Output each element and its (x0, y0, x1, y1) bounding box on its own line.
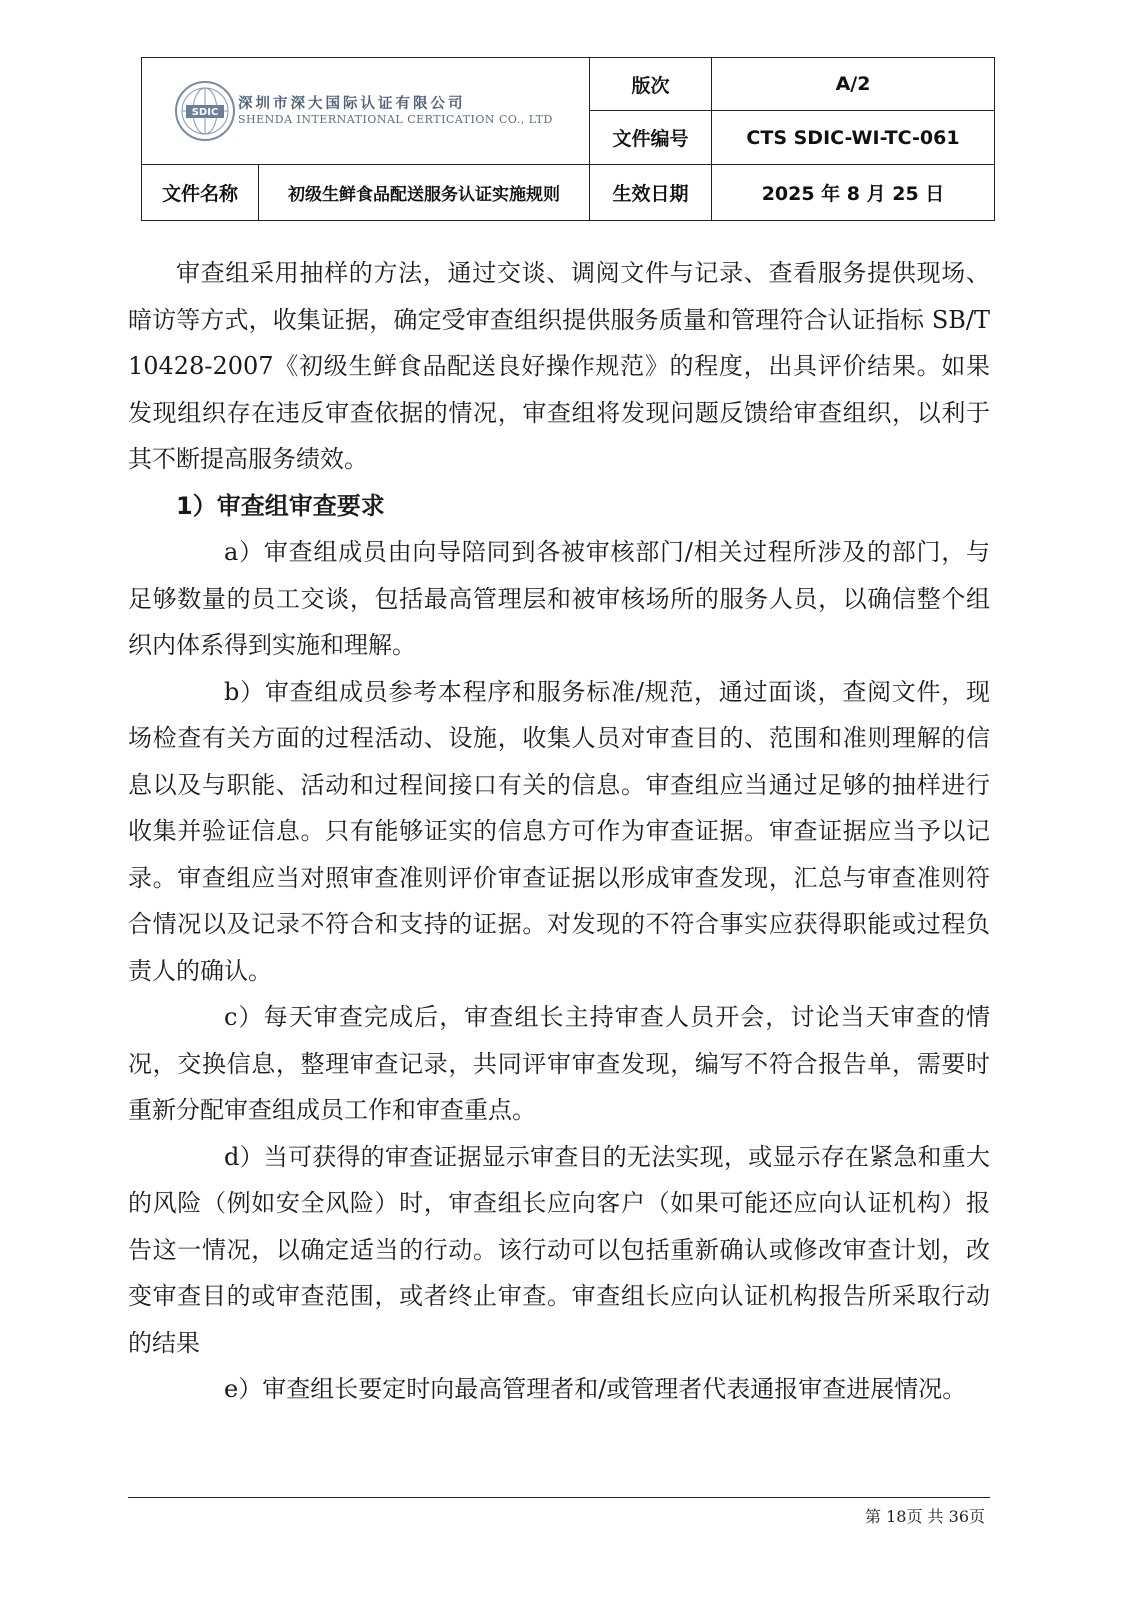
item-e-paragraph: e）审查组长要定时向最高管理者和/或管理者代表通报审查进展情况。 (224, 1375, 967, 1403)
effective-date-value: 2025 年 8 月 25 日 (712, 165, 995, 221)
effective-date-label: 生效日期 (590, 165, 712, 221)
intro-paragraph: 审查组采用抽样的方法，通过交谈、调阅文件与记录、查看服务提供现场、暗访等方式，收集证据，确定受审查组织提供服务质量和管理符合认证指标 SB/T 10428-2007《初级生鲜食品配送良好操作规范》的程度，出具评价结果。如果发现组织存在违反审查依据的情况，审查组将发现问题反馈给审查组织，以利于其不断提高服务绩效。 (128, 259, 990, 473)
doc-number-value: CTS SDIC-WI-TC-061 (712, 111, 995, 165)
item-a-paragraph: a）审查组成员由向导陪同到各被审核部门/相关过程所涉及的部门，与足够数量的员工交谈，包括最高管理层和被审核场所的服务人员，以确信整个组织内体系得到实施和理解。 (128, 538, 990, 659)
svg-text:SDIC: SDIC (191, 107, 219, 118)
document-header-table (141, 57, 995, 221)
page-number: 第 18页 共 36页 (865, 1507, 985, 1526)
version-label: 版次 (590, 58, 712, 111)
doc-number-label: 文件编号 (590, 111, 712, 165)
item-d-paragraph: d）当可获得的审查证据显示审查目的无法实现，或显示存在紧急和重大的风险（例如安全风险）时，审查组长应向客户（如果可能还应向认证机构）报告这一情况，以确定适当的行动。该行动可以包括重新确认或修改审查计划，改变审查目的或审查范围，或者终止审查。审查组长应向认证机构报告所采取行动的结果 (128, 1142, 990, 1357)
doc-name-label: 文件名称 (142, 165, 259, 221)
company-name-en: SHENDA INTERNATIONAL CERTICATION CO., LTD (238, 113, 553, 127)
company-logo-icon (174, 80, 236, 142)
company-name-cn: 深圳市深大国际认证有限公司 (238, 96, 466, 113)
footer-divider (128, 1497, 990, 1498)
company-logo-cell (142, 58, 590, 165)
doc-name-value: 初级生鲜食品配送服务认证实施规则 (259, 165, 590, 221)
item-c-paragraph: c）每天审查完成后，审查组长主持审查人员开会，讨论当天审查的情况，交换信息，整理审查记录，共同评审审查发现，编写不符合报告单，需要时重新分配审查组成员工作和审查重点。 (128, 1003, 990, 1124)
version-value: A/2 (712, 58, 995, 111)
section-heading: 1）审查组审查要求 (176, 491, 385, 520)
item-b-paragraph: b）审查组成员参考本程序和服务标准/规范，通过面谈，查阅文件，现场检查有关方面的过程活动、设施，收集人员对审查目的、范围和准则理解的信息以及与职能、活动和过程间接口有关的信息。审查组应当通过足够的抽样进行收集并验证信息。只有能够证实的信息方可作为审查证据。审查证据应当予以记录。审查组应当对照审查准则评价审查证据以形成审查发现，汇总与审查准则符合情况以及记录不符合和支持的证据。对发现的不符合事实应获得职能或过程负责人的确认。 (128, 677, 990, 985)
document-body (128, 250, 990, 1413)
